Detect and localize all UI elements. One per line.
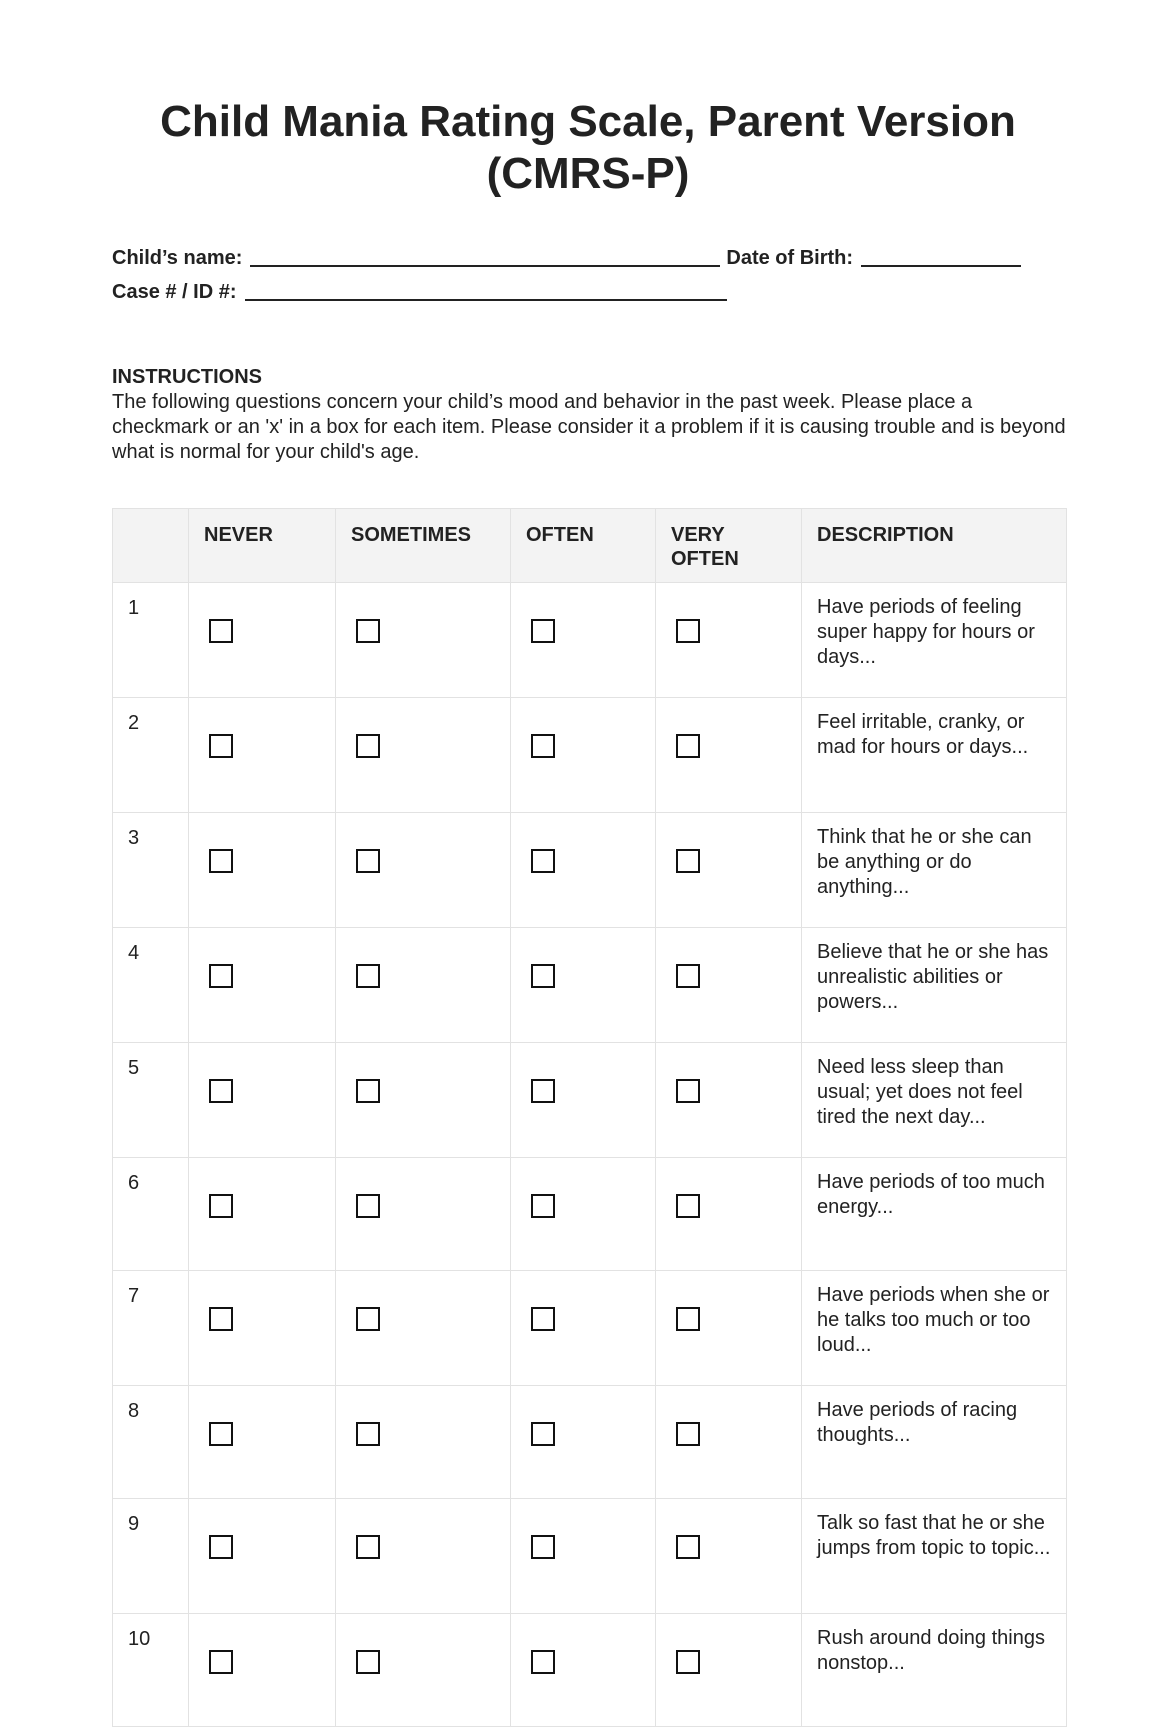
checkbox-very-often[interactable] [676,619,700,643]
cell-sometimes [336,1043,511,1158]
checkbox-sometimes[interactable] [356,1422,380,1446]
cell-very-often [656,928,802,1043]
cell-very-often [656,698,802,813]
cell-never [189,1043,336,1158]
item-number: 10 [113,1614,189,1727]
cell-never [189,1386,336,1499]
cell-often [511,1158,656,1271]
table-row [113,1499,1067,1614]
checkbox-never[interactable] [209,1535,233,1559]
item-description: Rush around doing things nonstop... [802,1614,1067,1727]
title-line-1: Child Mania Rating Scale, Parent Version [160,97,1016,146]
header-very-often: VERY OFTEN [656,509,802,583]
checkbox-often[interactable] [531,1650,555,1674]
checkbox-sometimes[interactable] [356,1307,380,1331]
cell-sometimes [336,1271,511,1386]
checkbox-often[interactable] [531,1535,555,1559]
checkbox-often[interactable] [531,849,555,873]
cell-very-often [656,1043,802,1158]
checkbox-often[interactable] [531,619,555,643]
case-row [112,270,1072,304]
checkbox-never[interactable] [209,849,233,873]
checkbox-never[interactable] [209,964,233,988]
cell-never [189,698,336,813]
cell-sometimes [336,1386,511,1499]
cell-sometimes [336,583,511,698]
child-name-field[interactable] [250,245,720,267]
checkbox-very-often[interactable] [676,1650,700,1674]
checkbox-very-often[interactable] [676,1535,700,1559]
checkbox-never[interactable] [209,1194,233,1218]
table-row [113,1386,1067,1499]
checkbox-sometimes[interactable] [356,1650,380,1674]
child-name-label: Child’s name: [112,247,243,269]
checkbox-never[interactable] [209,1079,233,1103]
cell-often [511,1043,656,1158]
cell-very-often [656,1386,802,1499]
header-description: DESCRIPTION [802,509,1067,583]
checkbox-very-often[interactable] [676,734,700,758]
checkbox-often[interactable] [531,964,555,988]
item-description: Talk so fast that he or she jumps from topic to topic... [802,1499,1067,1614]
dob-label: Date of Birth: [726,247,854,269]
checkbox-sometimes[interactable] [356,734,380,758]
checkbox-very-often[interactable] [676,964,700,988]
cell-never [189,1158,336,1271]
checkbox-often[interactable] [531,1194,555,1218]
cell-often [511,813,656,928]
item-description: Feel irritable, cranky, or mad for hours or days... [802,698,1067,813]
header-sometimes: SOMETIMES [336,509,511,583]
patient-info [112,236,1072,304]
cell-sometimes [336,1499,511,1614]
case-id-field[interactable] [245,279,727,301]
checkbox-very-often[interactable] [676,1422,700,1446]
checkbox-sometimes[interactable] [356,1194,380,1218]
item-number: 6 [113,1158,189,1271]
item-number: 7 [113,1271,189,1386]
checkbox-sometimes[interactable] [356,619,380,643]
checkbox-never[interactable] [209,1307,233,1331]
checkbox-sometimes[interactable] [356,964,380,988]
table-row [113,698,1067,813]
checkbox-sometimes[interactable] [356,1535,380,1559]
cell-often [511,583,656,698]
checkbox-very-often[interactable] [676,1194,700,1218]
cell-sometimes [336,698,511,813]
table-row [113,928,1067,1043]
cell-never [189,1614,336,1727]
item-number: 1 [113,583,189,698]
instructions-text: The following questions concern your child’s mood and behavior in the past week. Please place a checkmark or an 'x' in a box for each item. Please consider it a problem if it is causing trouble and is beyond what is normal for your child's age. [112,391,1066,463]
title-line-2: (CMRS-P) [486,149,690,198]
cell-never [189,1499,336,1614]
checkbox-never[interactable] [209,734,233,758]
cell-very-often [656,813,802,928]
item-description: Believe that he or she has unrealistic abilities or powers... [802,928,1067,1043]
cell-sometimes [336,1158,511,1271]
checkbox-sometimes[interactable] [356,1079,380,1103]
item-description: Have periods of feeling super happy for hours or days... [802,583,1067,698]
checkbox-very-often[interactable] [676,1307,700,1331]
item-number: 5 [113,1043,189,1158]
cell-sometimes [336,813,511,928]
cell-never [189,583,336,698]
cell-sometimes [336,1614,511,1727]
checkbox-often[interactable] [531,1422,555,1446]
checkbox-very-often[interactable] [676,1079,700,1103]
rating-table [112,508,1067,1727]
cell-often [511,1499,656,1614]
table-row [113,1043,1067,1158]
checkbox-never[interactable] [209,1422,233,1446]
cell-never [189,1271,336,1386]
item-description: Think that he or she can be anything or do anything... [802,813,1067,928]
item-description: Have periods of too much energy... [802,1158,1067,1271]
cell-sometimes [336,928,511,1043]
cell-often [511,1386,656,1499]
header-often: OFTEN [511,509,656,583]
item-number: 3 [113,813,189,928]
header-number [113,509,189,583]
checkbox-never[interactable] [209,619,233,643]
item-number: 4 [113,928,189,1043]
instructions-heading: INSTRUCTIONS [112,366,262,388]
item-number: 9 [113,1499,189,1614]
cell-often [511,698,656,813]
case-id-label: Case # / ID #: [112,281,237,303]
cell-very-often [656,583,802,698]
table-header-row [113,509,1067,583]
item-number: 2 [113,698,189,813]
dob-field[interactable] [861,245,1021,267]
cell-never [189,813,336,928]
cell-often [511,928,656,1043]
cell-very-often [656,1271,802,1386]
cell-very-often [656,1499,802,1614]
checkbox-very-often[interactable] [676,849,700,873]
checkbox-often[interactable] [531,734,555,758]
checkbox-sometimes[interactable] [356,849,380,873]
checkbox-often[interactable] [531,1307,555,1331]
checkbox-never[interactable] [209,1650,233,1674]
item-description: Have periods of racing thoughts... [802,1386,1067,1499]
table-row [113,1158,1067,1271]
item-number: 8 [113,1386,189,1499]
header-never: NEVER [189,509,336,583]
item-description: Have periods when she or he talks too much or too loud... [802,1271,1067,1386]
cell-very-often [656,1158,802,1271]
cell-often [511,1271,656,1386]
cell-often [511,1614,656,1727]
table-row [113,813,1067,928]
table-row [113,583,1067,698]
item-description: Need less sleep than usual; yet does not feel tired the next day... [802,1043,1067,1158]
checkbox-often[interactable] [531,1079,555,1103]
instructions-section [112,365,1067,465]
cell-never [189,928,336,1043]
table-row [113,1271,1067,1386]
cell-very-often [656,1614,802,1727]
table-row [113,1614,1067,1727]
name-dob-row [112,236,1072,270]
page-title [0,96,1176,200]
